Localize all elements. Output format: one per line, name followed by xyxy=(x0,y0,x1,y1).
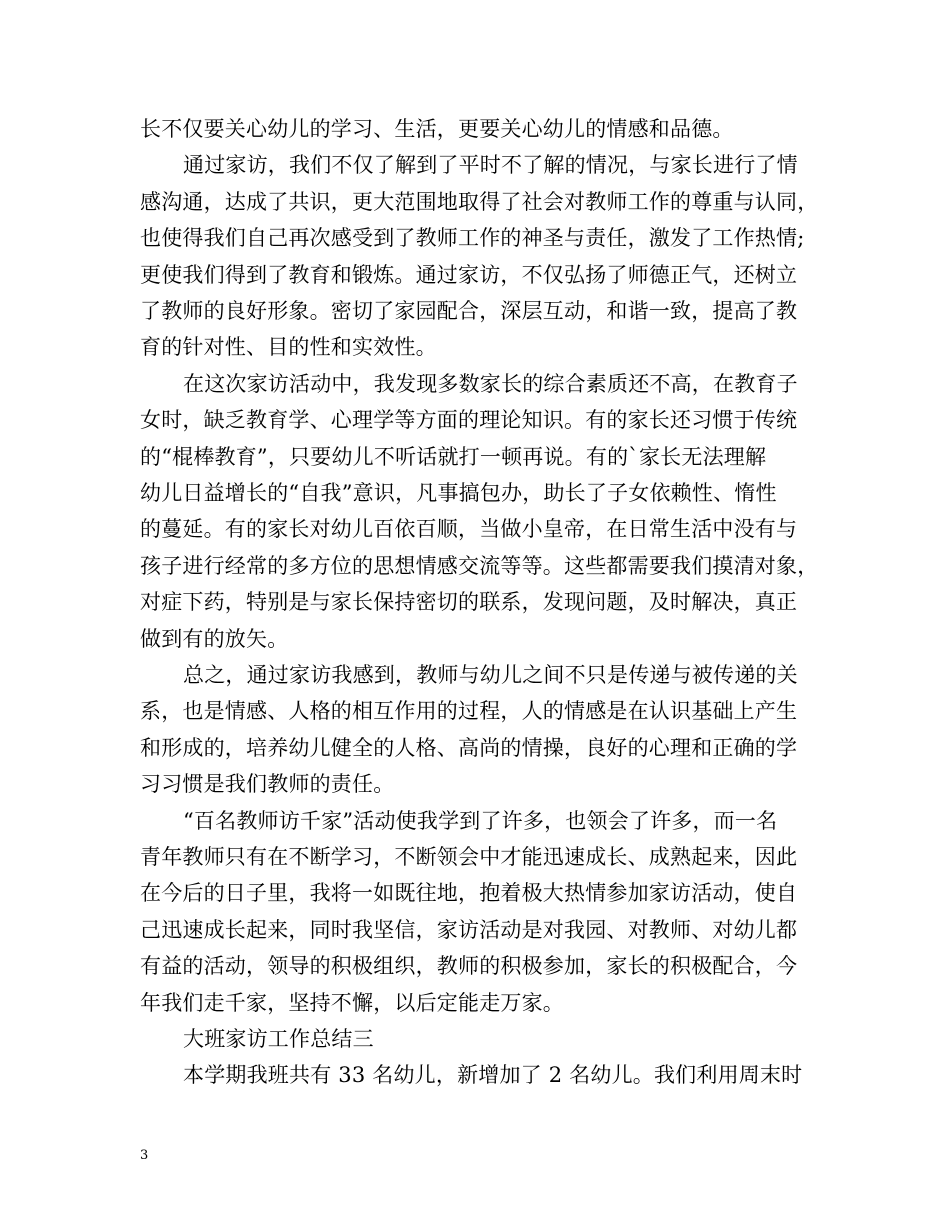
text-line: 本学期我班共有 33 名幼儿，新增加了 2 名幼儿。我们利用周末时 xyxy=(183,1063,803,1087)
text-line: 习习惯是我们教师的责任。 xyxy=(140,772,395,796)
text-line: 更使我们得到了教育和锻炼。通过家访，不仅弘扬了师德正气，还树立 xyxy=(140,263,798,287)
text-line: 己迅速成长起来，同时我坚信，家访活动是对我园、对教师、对幼儿都 xyxy=(140,918,798,942)
text-line: 也使得我们自己再次感受到了教师工作的神圣与责任，激发了工作热情; xyxy=(140,226,805,250)
text-line: 对症下药，特别是与家长保持密切的联系，发现问题，及时解决，真正 xyxy=(140,590,798,614)
text-line: 系，也是情感、人格的相互作用的过程，人的情感是在认识基础上产生 xyxy=(140,699,798,723)
text-line: 在这次家访活动中，我发现多数家长的综合素质还不高，在教育子 xyxy=(183,372,798,396)
text-line: 有益的活动，领导的积极组织，教师的积极参加，家长的积极配合，今 xyxy=(140,954,798,978)
text-line: 的蔓延。有的家长对幼儿百依百顺，当做小皇帝，在日常生活中没有与 xyxy=(140,517,798,541)
text-line: 大班家访工作总结三 xyxy=(183,1027,374,1051)
text-line: 孩子进行经常的多方位的思想情感交流等等。这些都需要我们摸清对象， xyxy=(140,554,819,578)
text-line: 年我们走千家，坚持不懈，以后定能走万家。 xyxy=(140,991,564,1015)
text-line: 通过家访，我们不仅了解到了平时不了解的情况，与家长进行了情 xyxy=(183,153,798,177)
text-line: 和形成的，培养幼儿健全的人格、高尚的情操，良好的心理和正确的学 xyxy=(140,736,798,760)
text-line: “百名教师访千家”活动使我学到了许多，也领会了许多，而一名 xyxy=(183,809,778,833)
text-line: 长不仅要关心幼儿的学习、生活，更要关心幼儿的情感和品德。 xyxy=(140,117,734,141)
text-line: 了教师的良好形象。密切了家园配合，深层互动，和谐一致，提高了教 xyxy=(140,299,798,323)
text-line: 做到有的放矢。 xyxy=(140,627,289,651)
text-line: 育的针对性、目的性和实效性。 xyxy=(140,335,437,359)
text-line: 女时，缺乏教育学、心理学等方面的理论知识。有的家长还习惯于传统 xyxy=(140,408,798,432)
text-line: 青年教师只有在不断学习，不断领会中才能迅速成长、成熟起来，因此 xyxy=(140,845,798,869)
text-line: 总之，通过家访我感到，教师与幼儿之间不只是传递与被传递的关 xyxy=(183,663,798,687)
page-number: 3 xyxy=(140,1148,149,1163)
text-line: 的“棍棒教育”，只要幼儿不听话就打一顿再说。有的`家长无法理解 xyxy=(140,445,767,469)
text-line: 感沟通，达成了共识，更大范围地取得了社会对教师工作的尊重与认同， xyxy=(140,190,819,214)
text-line: 幼儿日益增长的“自我”意识，凡事搞包办，助长了子女依赖性、惰性 xyxy=(140,481,777,505)
text-line: 在今后的日子里，我将一如既往地，抱着极大热情参加家访活动，使自 xyxy=(140,881,798,905)
